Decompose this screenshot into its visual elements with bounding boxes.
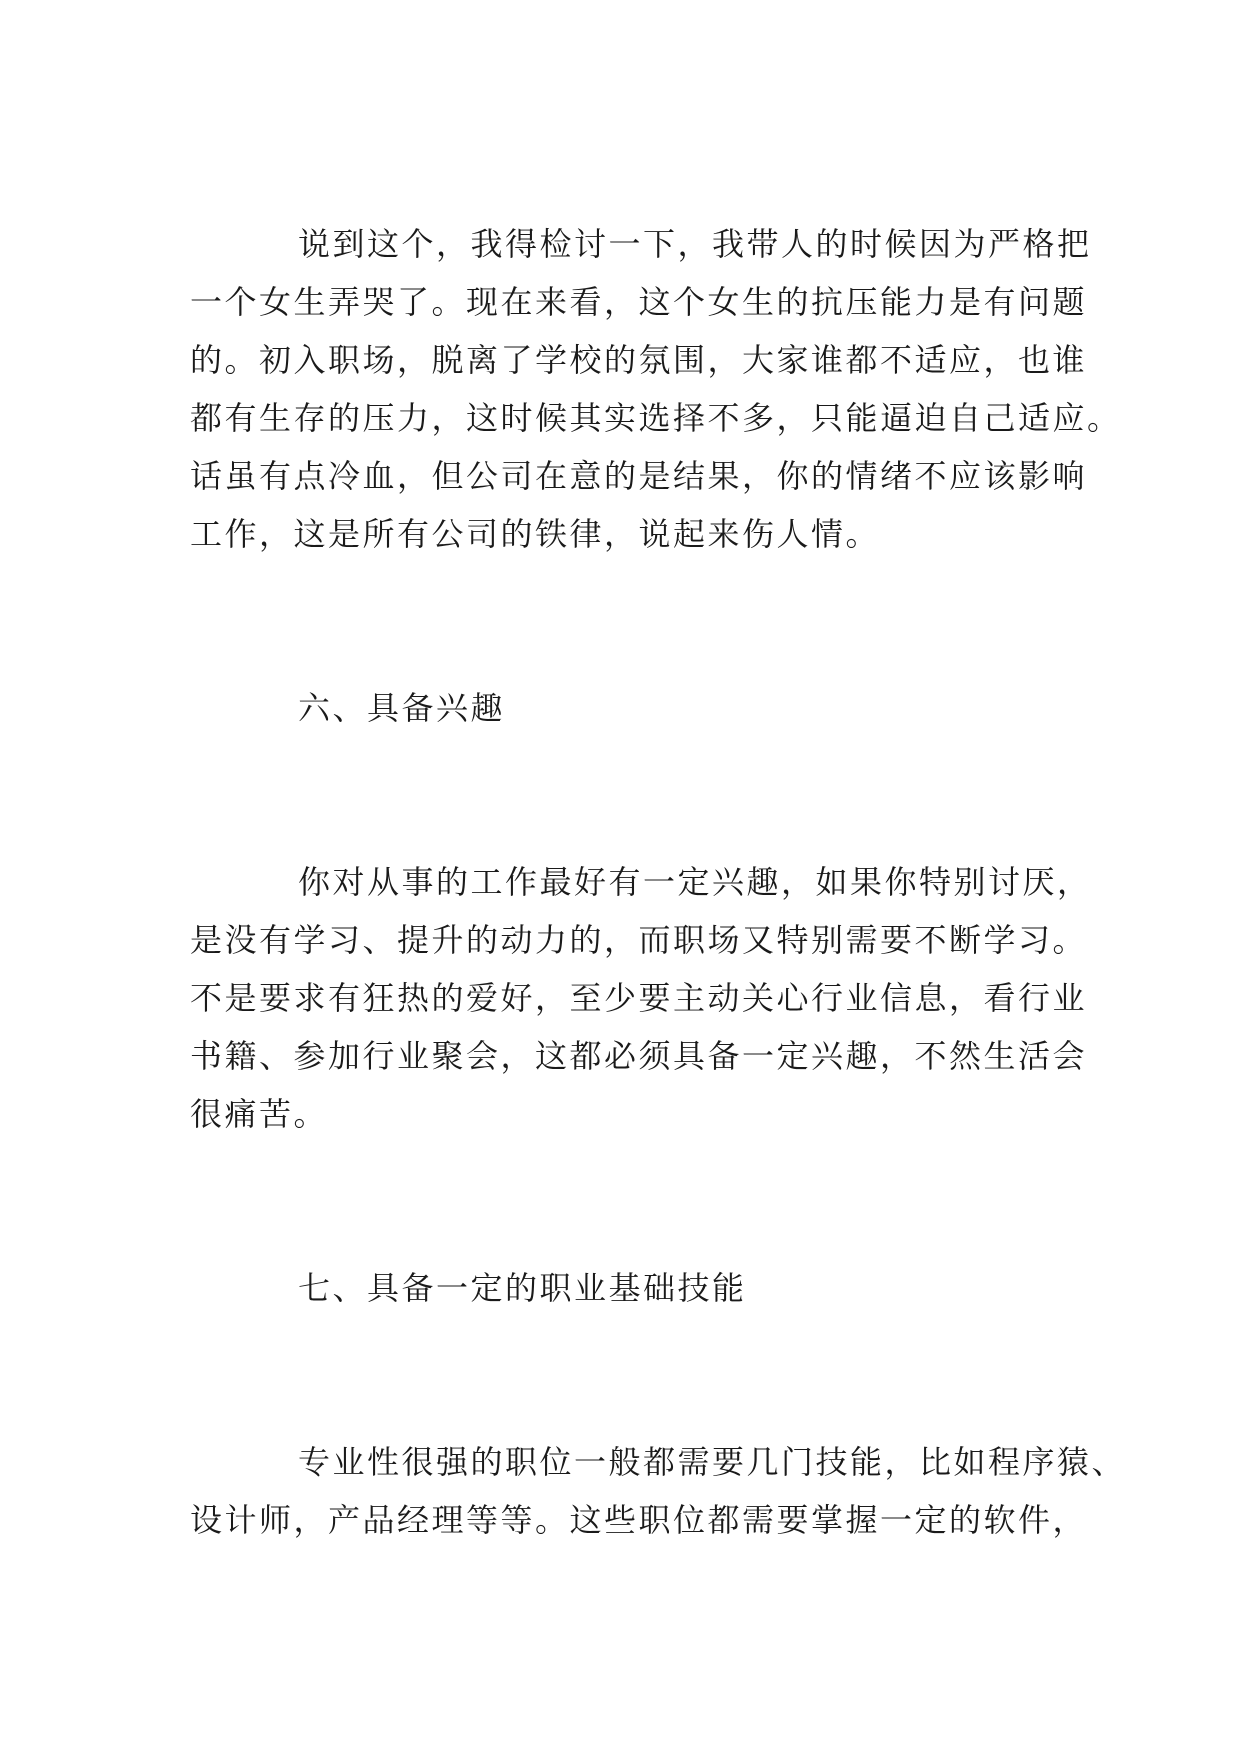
- paragraph-1-line-5: 话虽有点冷血，但公司在意的是结果，你的情绪不应该影响: [190, 457, 1088, 495]
- paragraph-1-line-1: 说到这个，我得检讨一下，我带人的时候因为严格把: [298, 225, 1092, 263]
- paragraph-2-line-4: 书籍、参加行业聚会，这都必须具备一定兴趣，不然生活会: [190, 1037, 1088, 1075]
- paragraph-1-line-2: 一个女生弄哭了。现在来看，这个女生的抗压能力是有问题: [190, 283, 1088, 321]
- paragraph-2-line-5: 很痛苦。: [190, 1095, 329, 1133]
- section-heading-6: 六、具备兴趣: [298, 689, 506, 727]
- paragraph-3-line-2: 设计师，产品经理等等。这些职位都需要掌握一定的软件，: [190, 1501, 1088, 1539]
- paragraph-3-line-1: 专业性很强的职位一般都需要几门技能，比如程序猿、: [298, 1443, 1127, 1481]
- paragraph-2-line-1: 你对从事的工作最好有一定兴趣，如果你特别讨厌，: [298, 863, 1092, 901]
- paragraph-1-line-6: 工作，这是所有公司的铁律，说起来伤人情。: [190, 515, 881, 553]
- paragraph-2-line-2: 是没有学习、提升的动力的，而职场又特别需要不断学习。: [190, 921, 1088, 959]
- section-heading-7: 七、具备一定的职业基础技能: [298, 1269, 747, 1307]
- paragraph-1-line-4: 都有生存的压力，这时候其实选择不多，只能逼迫自己适应。: [190, 399, 1122, 437]
- paragraph-2-line-3: 不是要求有狂热的爱好，至少要主动关心行业信息，看行业: [190, 979, 1088, 1017]
- paragraph-1-line-3: 的。初入职场，脱离了学校的氛围，大家谁都不适应，也谁: [190, 341, 1088, 379]
